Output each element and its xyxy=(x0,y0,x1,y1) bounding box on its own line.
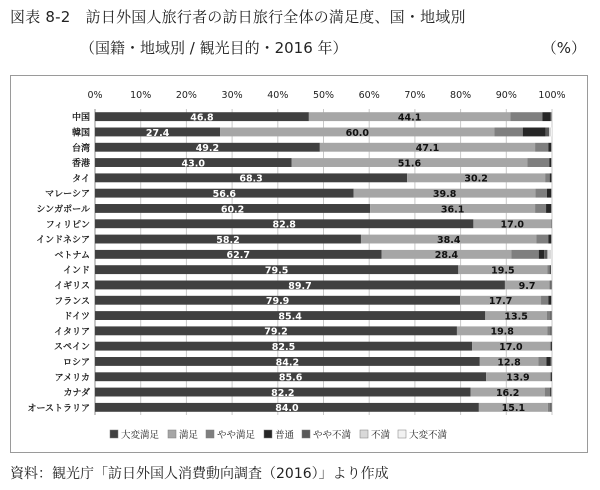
stacked-bar-chart xyxy=(10,75,588,453)
bar-segment xyxy=(550,342,551,351)
x-tick-label: 60% xyxy=(358,90,380,101)
data-label: 68.3 xyxy=(239,173,263,185)
data-label: 62.7 xyxy=(226,250,250,262)
bar-segment xyxy=(547,265,549,274)
category-label: ドイツ xyxy=(63,312,90,323)
data-label: 58.2 xyxy=(216,234,240,246)
data-label: 38.4 xyxy=(436,234,461,246)
legend-label: 大変不満 xyxy=(409,430,448,441)
data-label: 47.1 xyxy=(415,143,440,155)
figure-title: 図表 8-2 訪日外国人旅行者の訪日旅行全体の満足度、国・地域別 xyxy=(10,8,466,26)
bar-segment xyxy=(545,388,550,397)
bar-segment xyxy=(547,250,551,259)
bar-segment xyxy=(546,128,550,137)
category-label: インドネシア xyxy=(36,235,90,246)
data-label: 28.4 xyxy=(434,250,459,262)
data-label: 85.6 xyxy=(278,372,303,384)
bar-segment xyxy=(511,250,538,259)
data-label: 27.4 xyxy=(145,127,170,139)
bar-segment xyxy=(548,143,551,152)
bar-segment xyxy=(547,189,551,198)
bar-segment xyxy=(547,357,551,366)
data-label: 9.7 xyxy=(518,280,536,292)
x-tick-label: 90% xyxy=(495,90,517,101)
bar-segment xyxy=(551,112,552,121)
data-label: 79.9 xyxy=(265,296,290,308)
x-tick-label: 80% xyxy=(450,90,472,101)
bar-segment xyxy=(494,128,522,137)
category-label: ベトナム xyxy=(54,250,90,261)
bar-segment xyxy=(510,112,542,121)
x-tick-label: 70% xyxy=(404,90,426,101)
bar-segment xyxy=(551,403,552,412)
data-label: 84.2 xyxy=(275,357,300,369)
category-label: スペイン xyxy=(53,342,90,353)
category-label: カナダ xyxy=(63,388,90,399)
source-note: 資料：観光庁「訪日外国人消費動向調査（2016）」より作成 xyxy=(10,466,389,482)
data-label: 89.7 xyxy=(288,280,312,292)
x-tick-label: 20% xyxy=(175,90,197,101)
legend-label: 不満 xyxy=(371,430,391,441)
legend-swatch xyxy=(302,430,310,438)
data-label: 13.5 xyxy=(504,311,528,323)
category-label: シンガポール xyxy=(36,204,90,215)
bar-segment xyxy=(535,143,548,152)
bar-segment xyxy=(536,235,548,244)
bar-segment xyxy=(546,204,551,213)
bar-segment xyxy=(551,311,552,320)
bar-segment xyxy=(545,173,550,182)
data-label: 19.5 xyxy=(491,265,515,277)
data-label: 82.5 xyxy=(271,341,296,353)
bar-segment xyxy=(551,281,552,290)
data-label: 16.2 xyxy=(495,387,520,399)
legend-swatch xyxy=(110,430,118,438)
data-label: 44.1 xyxy=(397,112,422,124)
data-label: 17.7 xyxy=(488,296,513,308)
category-label: イギリス xyxy=(54,281,90,292)
bar-segment xyxy=(536,189,547,198)
data-label: 84.0 xyxy=(275,403,299,415)
data-label: 82.2 xyxy=(271,387,295,399)
data-label: 56.6 xyxy=(212,188,237,200)
data-label: 85.4 xyxy=(278,311,302,323)
data-label: 19.8 xyxy=(490,326,514,338)
data-label: 39.8 xyxy=(432,188,457,200)
x-tick-label: 50% xyxy=(312,90,335,101)
x-tick-label: 10% xyxy=(130,90,152,101)
bar-segment xyxy=(538,357,546,366)
bar-segment xyxy=(523,128,546,137)
bar-segment xyxy=(551,128,552,137)
data-label: 43.0 xyxy=(181,158,205,170)
unit-label: （%） xyxy=(541,39,586,57)
data-label: 13.9 xyxy=(506,372,530,384)
data-label: 46.8 xyxy=(190,112,214,124)
data-label: 30.2 xyxy=(464,173,488,185)
data-label: 15.1 xyxy=(501,403,526,415)
legend-swatch xyxy=(168,430,176,438)
bar-segment xyxy=(535,204,546,213)
bar-segment xyxy=(547,326,550,335)
category-label: 香港 xyxy=(71,159,90,170)
figure-subtitle: （国籍・地域別 / 観光目的・2016 年） xyxy=(80,39,348,57)
bar-segment xyxy=(544,250,547,259)
category-label: イタリア xyxy=(53,327,90,338)
category-label: タイ xyxy=(72,174,90,185)
bar-segment xyxy=(547,311,551,320)
bar-segment xyxy=(551,372,552,381)
legend-swatch xyxy=(264,430,272,438)
category-label: オーストラリア xyxy=(27,403,90,414)
data-label: 51.6 xyxy=(397,158,422,170)
legend-label: 普通 xyxy=(275,430,295,441)
data-label: 17.0 xyxy=(500,219,524,231)
category-label: マレーシア xyxy=(45,189,90,200)
x-tick-label: 0% xyxy=(87,90,103,101)
x-tick-label: 40% xyxy=(267,90,289,101)
data-label: 12.8 xyxy=(497,357,521,369)
legend-label: やや不満 xyxy=(313,430,352,441)
bar-segment xyxy=(551,326,552,335)
bar-segment xyxy=(548,403,551,412)
data-label: 49.2 xyxy=(195,143,220,155)
x-tick-label: 30% xyxy=(221,90,243,101)
legend-swatch xyxy=(398,430,406,438)
x-tick-label: 100% xyxy=(538,90,566,101)
category-label: アメリカ xyxy=(54,373,90,384)
legend-label: 大変満足 xyxy=(121,430,160,441)
bar-segment xyxy=(539,250,544,259)
data-label: 79.2 xyxy=(264,326,288,338)
data-label: 17.0 xyxy=(499,341,523,353)
data-label: 60.0 xyxy=(345,127,370,139)
bar-segment xyxy=(548,296,551,305)
bar-segment xyxy=(551,357,552,366)
category-label: 韓国 xyxy=(71,128,90,139)
bar-segment xyxy=(551,219,552,228)
bar-segment xyxy=(527,158,549,167)
category-label: フランス xyxy=(54,296,90,307)
bar-segment xyxy=(550,388,551,397)
bar-segment xyxy=(551,342,552,351)
bar-segment xyxy=(550,372,551,381)
category-label: ロシア xyxy=(62,357,90,368)
data-label: 82.8 xyxy=(272,219,296,231)
bar-segment xyxy=(549,281,550,290)
bar-segment xyxy=(550,265,551,274)
data-label: 36.1 xyxy=(440,204,465,216)
bar-segment xyxy=(549,128,551,137)
bar-segment xyxy=(550,173,552,182)
legend-label: やや満足 xyxy=(217,430,256,441)
legend-label: 満足 xyxy=(179,430,199,441)
legend-swatch xyxy=(360,430,368,438)
category-label: 中国 xyxy=(71,113,90,124)
data-label: 60.2 xyxy=(220,204,245,216)
category-label: フィリピン xyxy=(45,220,90,231)
category-label: インド xyxy=(62,266,90,277)
bar-segment xyxy=(548,235,551,244)
category-label: 台湾 xyxy=(71,143,90,154)
bar-segment xyxy=(549,158,551,167)
bar-segment xyxy=(542,112,550,121)
legend-swatch xyxy=(206,430,214,438)
data-label: 79.5 xyxy=(264,265,289,277)
bar-segment xyxy=(541,296,548,305)
